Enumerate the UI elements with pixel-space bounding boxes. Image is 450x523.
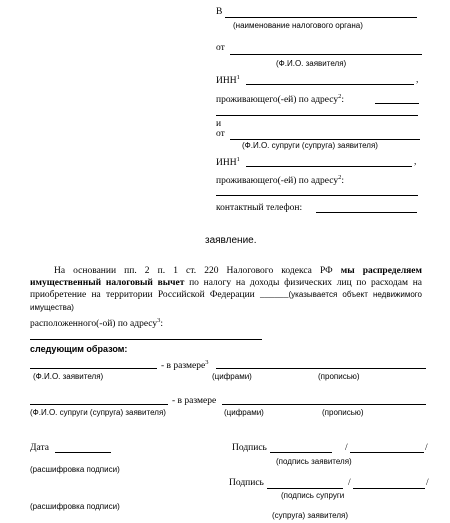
row1-amount-line — [216, 368, 426, 369]
decode-hint: (расшифровка подписи) — [30, 465, 120, 474]
row2-name-line — [30, 404, 168, 405]
located-label: расположенного(-ой) по адресу$^3$: — [30, 317, 164, 329]
row2-amount-line — [222, 404, 426, 405]
address-line-full — [216, 115, 418, 116]
sign-slash-left-2: / — [348, 478, 351, 488]
inn-line-2 — [246, 166, 412, 167]
row1-digits-hint: (цифрами) — [212, 372, 252, 381]
document-title: заявление. — [205, 235, 257, 246]
date-line — [55, 452, 111, 453]
sign-label: Подпись — [232, 443, 267, 453]
inn-comma: , — [416, 75, 419, 85]
sign-hint-spouse-1: (подпись супруги — [281, 491, 345, 500]
phone-line — [316, 212, 417, 213]
row1-name-line — [30, 368, 157, 369]
from-label: от — [216, 43, 225, 53]
decode-line-spouse — [353, 488, 425, 489]
address-line-2 — [216, 195, 418, 196]
address-line-short — [375, 103, 419, 104]
sign-slash-right: / — [425, 443, 428, 453]
inn-comma-2: , — [414, 157, 417, 167]
inn-label-2: ИНН$^1$ — [216, 156, 240, 168]
row1-amount-label: - в размере$^3$ — [161, 359, 209, 371]
row2-words-hint: (прописью) — [322, 408, 364, 417]
date-label: Дата — [30, 443, 49, 453]
decode-hint-2: (расшифровка подписи) — [30, 502, 120, 511]
address-label: проживающего(-ей) по адресу$^2$: — [216, 93, 344, 105]
sign-line-applicant — [270, 452, 332, 453]
row1-words-hint: (прописью) — [318, 372, 360, 381]
to-prefix: В — [216, 7, 223, 17]
sign-hint-applicant: (подпись заявителя) — [276, 457, 352, 466]
follows-label: следующим образом: — [30, 344, 128, 354]
from-label-2: от — [216, 129, 225, 139]
applicant-name-hint: (Ф.И.О. заявителя) — [276, 59, 347, 68]
inn-line — [246, 84, 414, 85]
sign-slash-left: / — [345, 443, 348, 453]
tax-authority-line — [225, 17, 417, 18]
sign-hint-spouse-2: (супруга) заявителя) — [272, 511, 349, 520]
tax-authority-hint: (наименование налогового органа) — [233, 21, 363, 30]
applicant-name-line — [230, 54, 422, 55]
sign-line-spouse — [267, 488, 343, 489]
address-label-2: проживающего(-ей) по адресу$^2$: — [216, 174, 344, 186]
inn-label: ИНН$^1$ — [216, 74, 240, 86]
sign-label-2: Подпись — [229, 478, 264, 488]
decode-line-applicant — [350, 452, 424, 453]
spouse-name-line — [230, 139, 420, 140]
row1-name-hint: (Ф.И.О. заявителя) — [33, 372, 104, 381]
and-label: и — [216, 119, 222, 129]
row2-digits-hint: (цифрами) — [224, 408, 264, 417]
row2-name-hint: (Ф.И.О. супруги (супруга) заявителя) — [30, 408, 166, 417]
located-address-line — [30, 339, 262, 340]
row2-amount-label: - в размере — [172, 396, 217, 406]
sign-slash-right-2: / — [426, 478, 429, 488]
spouse-name-hint: (Ф.И.О. супруги (супруга) заявителя) — [242, 141, 378, 150]
main-paragraph: На основании пп. 2 п. 1 ст. 220 Налогового кодекса РФ мы распределяем имущественный налоговый вычет по налогу на доходы физических лиц по расходам на приобретение на территории Российской Федерации ______(указывается объект недвижимого имущества) — [30, 266, 422, 312]
phone-label: контактный телефон: — [216, 203, 303, 213]
